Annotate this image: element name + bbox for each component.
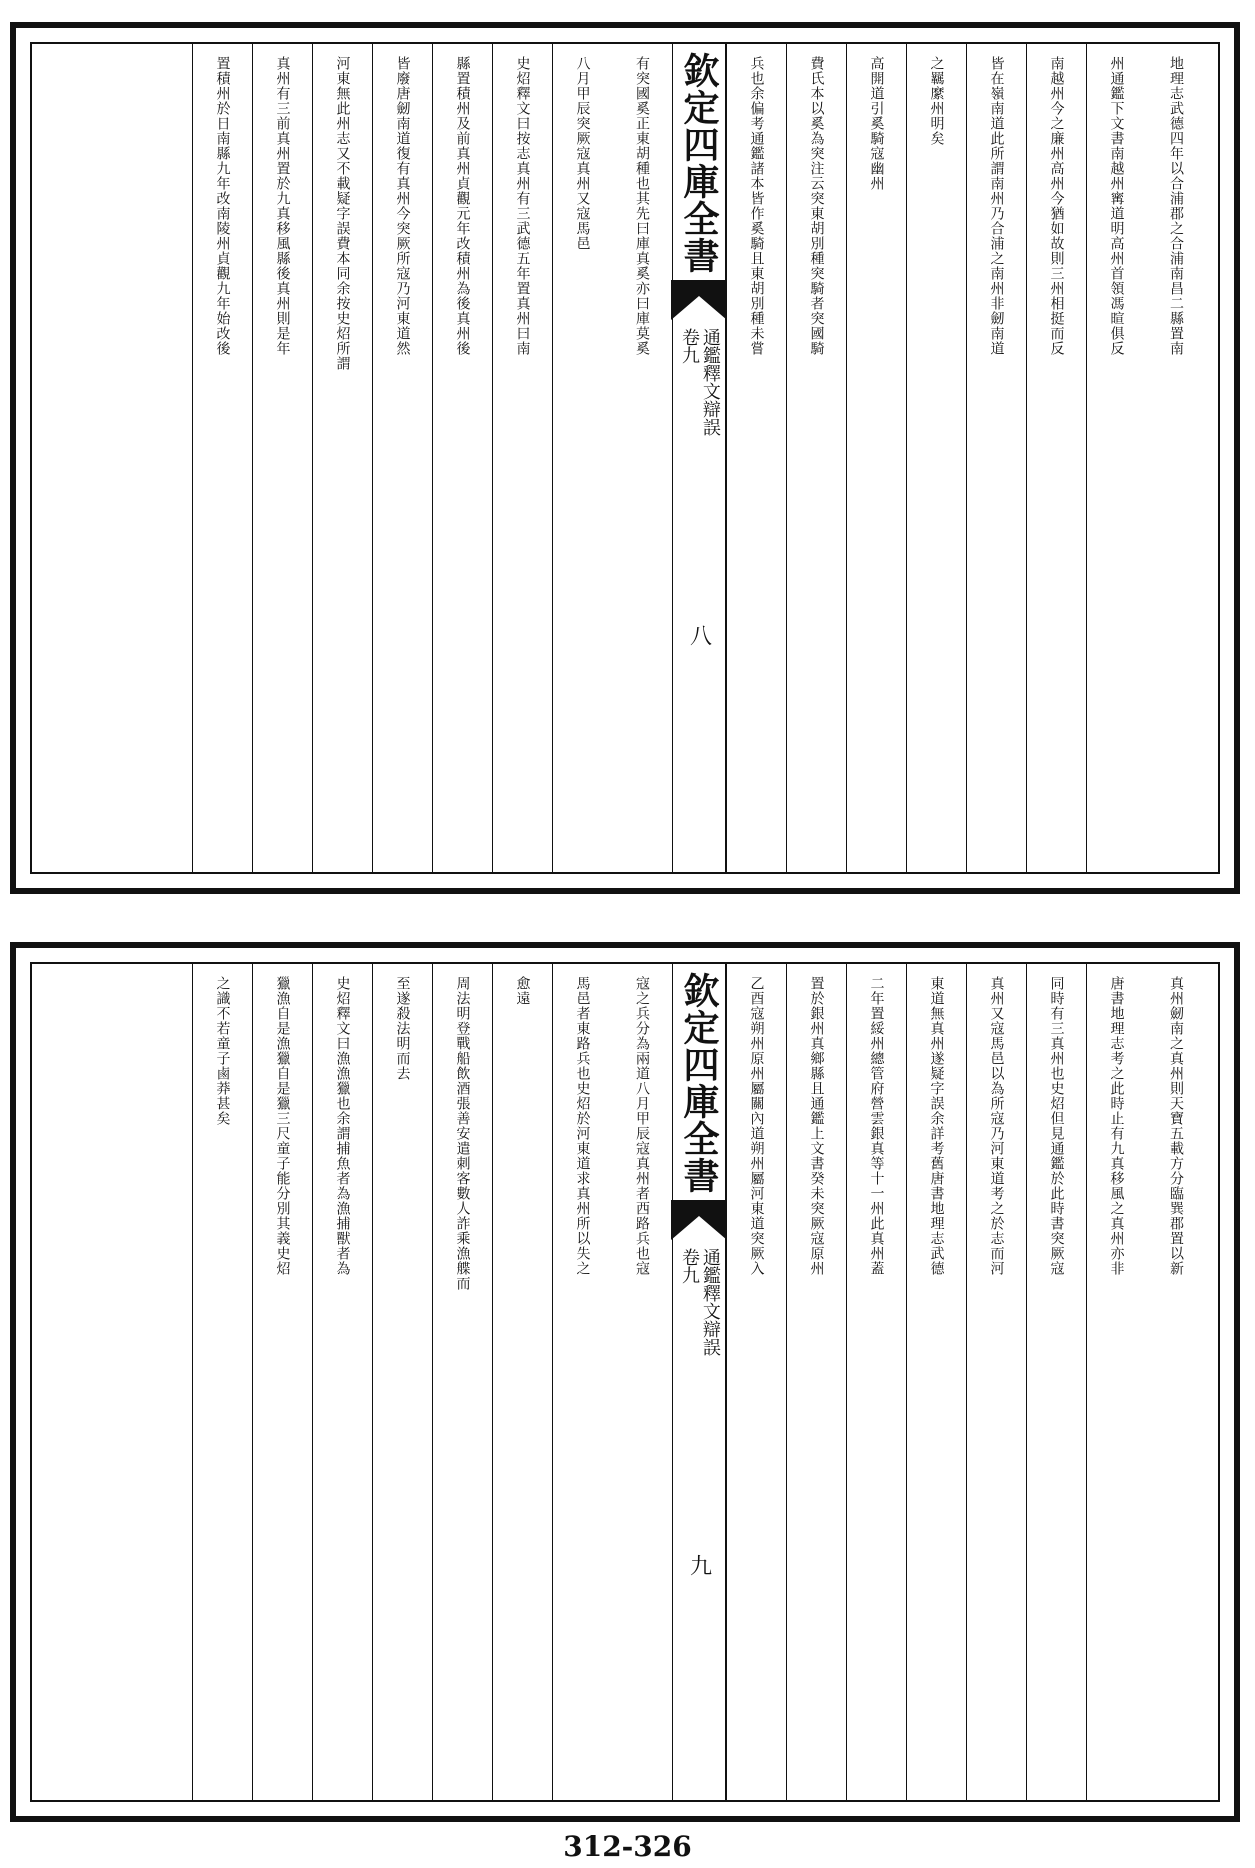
column-text: 八月甲辰突厥寇真州又寇馬邑 [574,56,591,251]
column-text: 費氏本以奚為突注云突東胡別種突騎者突國騎 [808,56,825,356]
column-text: 置於銀州真鄉縣且通鑑上文書癸未突厥寇原州 [808,976,825,1276]
column-text: 史炤釋文曰按志真州有三武德五年置真州曰南 [514,56,531,356]
column-text: 之識不若童子鹵莽甚矣 [214,976,231,1126]
column-text: 二年置綏州總管府營雲銀真等十一州此真州蓋 [868,976,885,1276]
text-column [1146,964,1206,1800]
library-title: 欽定四庫全書 [678,972,720,1194]
text-column [846,964,906,1800]
folio-number: 八 [686,624,712,646]
text-column [846,44,906,872]
column-text: 皆廢唐劒南道復有真州今突厥所寇乃河東道然 [394,56,411,356]
text-column [1026,44,1086,872]
center-fold-column [672,964,726,1800]
text-column [1026,964,1086,1800]
column-text: 馬邑者東路兵也史炤於河東道求真州所以失之 [574,976,591,1276]
text-column [492,44,552,872]
column-text: 兵也余偏考通鑑諸本皆作奚騎且東胡別種未嘗 [748,56,765,356]
column-text: 南越州今之廉州高州今猶如故則三州相挺而反 [1048,56,1065,356]
bottom-page-frame [30,962,1220,1802]
text-column [1086,964,1146,1800]
text-column [786,964,846,1800]
bottom-page-panel [10,942,1240,1822]
text-column [312,44,372,872]
text-column [432,44,492,872]
column-text: 皆在嶺南道此所謂南州乃合浦之南州非劒南道 [988,56,1005,356]
volume-label: 卷九 [679,328,700,364]
fishtail-ornament-icon [671,280,727,320]
text-column [312,964,372,1800]
column-text: 史炤釋文曰漁漁獵也余謂捕魚者為漁捕獸者為 [334,976,351,1276]
column-text: 東道無真州遂疑字誤余詳考舊唐書地理志武德 [928,976,945,1276]
text-column [612,44,672,872]
column-text: 河東無此州志又不載疑字誤費本同余按史炤所謂 [334,56,351,371]
text-column [492,964,552,1800]
text-column [552,964,612,1800]
column-text: 之羈縻州明矣 [928,56,945,146]
text-column [726,964,786,1800]
column-text: 至遂殺法明而去 [394,976,411,1081]
top-page-panel [10,22,1240,894]
text-column [1146,44,1206,872]
book-title-block [679,328,719,436]
column-text: 同時有三真州也史炤但見通鑑於此時書突厥寇 [1048,976,1065,1276]
column-text: 獵漁自是漁獵自是獵三尺童子能分別其義史炤 [274,976,291,1276]
book-title: 通鑑釋文辯誤 [699,328,721,436]
column-text: 真州有三前真州置於九真移風縣後真州則是年 [274,56,291,356]
column-text: 愈遠 [514,976,531,1006]
column-text: 縣置積州及前真州貞觀元年改積州為後真州後 [454,56,471,356]
text-column [552,44,612,872]
library-title: 欽定四庫全書 [678,52,720,274]
column-text: 周法明登戰船飲酒張善安遣刺客數人詐乘漁艓而 [454,976,471,1291]
folio-number: 九 [686,1554,712,1576]
column-text: 寇之兵分為兩道八月甲辰寇真州者西路兵也寇 [634,976,650,1276]
text-column [432,964,492,1800]
text-column [966,44,1026,872]
column-text: 地理志武德四年以合浦郡之合浦南昌二縣置南 [1168,56,1184,356]
text-column [966,964,1026,1800]
top-page-frame [30,42,1220,874]
column-text: 唐書地理志考之此時止有九真移風之真州亦非 [1108,976,1125,1276]
text-column [1086,44,1146,872]
text-column [372,44,432,872]
fishtail-ornament-icon [671,1200,727,1240]
text-column [612,964,672,1800]
column-text: 有突國奚正東胡種也其先曰庫真奚亦曰庫莫奚 [634,56,650,356]
text-column [726,44,786,872]
text-column [906,964,966,1800]
page-code: 312-326 [563,1830,692,1863]
text-column [906,44,966,872]
column-text: 乙酉寇朔州原州屬關內道朔州屬河東道突厥入 [748,976,765,1276]
column-text: 高開道引奚騎寇幽州 [868,56,885,191]
text-column [252,964,312,1800]
text-column [786,44,846,872]
book-title-block [679,1248,719,1356]
volume-label: 卷九 [679,1248,700,1284]
text-column [372,964,432,1800]
text-column [192,964,252,1800]
text-column [192,44,252,872]
column-text: 置積州於日南縣九年改南陵州貞觀九年始改後 [214,56,231,356]
column-text: 真州劒南之真州則天寶五載方分臨巽郡置以新 [1168,976,1184,1276]
text-column [252,44,312,872]
column-text: 真州又寇馬邑以為所寇乃河東道考之於志而河 [988,976,1005,1276]
column-text: 州通鑑下文書南越州寗道明高州首領馮暄俱反 [1108,56,1125,356]
center-fold-column [672,44,726,872]
book-title: 通鑑釋文辯誤 [699,1248,721,1356]
